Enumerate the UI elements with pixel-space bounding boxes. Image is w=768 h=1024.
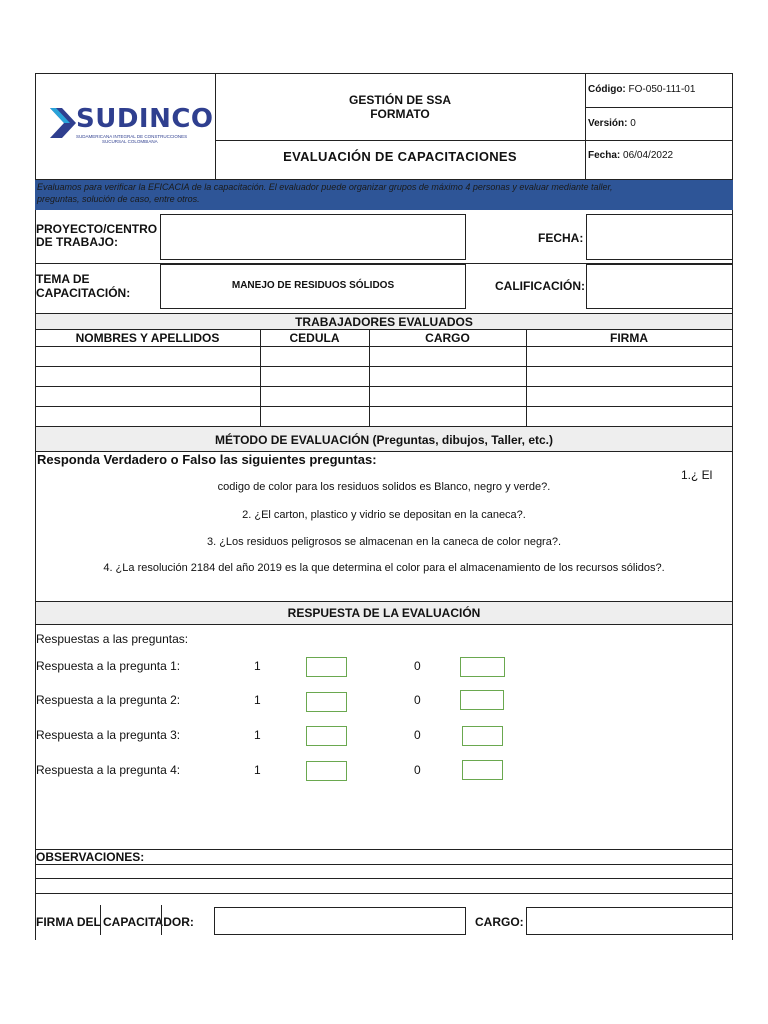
header-title-line1: GESTIÓN DE SSA — [348, 93, 452, 107]
method-instruction: Responda Verdadero o Falso las siguientes preguntas: — [37, 452, 377, 467]
answers-title: RESPUESTA DE LA EVALUACIÓN — [287, 606, 481, 620]
answer-3-zero: 0 — [414, 728, 421, 742]
workers-title: TRABAJADORES EVALUADOS — [295, 315, 473, 329]
logo-wordmark: SUDINCO — [76, 104, 214, 134]
question-2: 2. ¿El carton, plastico y vidrio se depositan en la caneca?. — [242, 509, 526, 521]
fecha-form-label: FECHA: — [538, 231, 584, 245]
answer-2-zero: 0 — [414, 693, 421, 707]
tema-label — [36, 272, 130, 300]
col-firma: FIRMA — [610, 331, 648, 345]
firma-label-1: FIRMA DEL — [36, 915, 101, 929]
fecha-field — [588, 150, 673, 161]
observaciones-line — [35, 893, 733, 894]
answer-3-true-box[interactable] — [306, 726, 347, 746]
firma-input[interactable] — [214, 907, 466, 935]
instructions-banner — [35, 180, 733, 210]
question-1-number: 1.¿ El — [681, 468, 713, 482]
workers-row-line — [35, 386, 733, 387]
header-divider-right — [585, 73, 586, 180]
calificacion-label: CALIFICACIÓN: — [495, 279, 585, 293]
observaciones-line — [35, 864, 733, 865]
firma-divider — [161, 905, 162, 935]
fecha-input[interactable] — [586, 214, 733, 260]
answer-1-zero: 0 — [414, 659, 421, 673]
tema-label-line1: TEMA DE — [36, 272, 90, 286]
proyecto-label-line2: DE TRABAJO: — [36, 235, 119, 249]
logo-subtitle-1: SUDAMERICANA INTEGRAL DE CONSTRUCCIONES — [76, 134, 188, 139]
answer-4-zero: 0 — [414, 763, 421, 777]
observaciones-label: OBSERVACIONES: — [36, 850, 145, 864]
col-cedula: CEDULA — [289, 331, 340, 345]
workers-row-line — [35, 406, 733, 407]
codigo-label: Código: — [588, 84, 626, 95]
proyecto-label-line1: PROYECTO/CENTRO — [36, 222, 158, 236]
tema-value: MANEJO DE RESIDUOS SÓLIDOS — [231, 280, 395, 291]
answer-1-false-box[interactable] — [460, 657, 505, 677]
answer-4-false-box[interactable] — [462, 760, 503, 780]
version-field — [588, 118, 636, 129]
question-3: 3. ¿Los residuos peligrosos se almacenan en la caneca de color negra?. — [206, 536, 562, 548]
codigo-field — [588, 84, 695, 95]
answers-intro: Respuestas a las preguntas: — [36, 632, 189, 646]
banner-line-1: Evaluamos para verificar la EFICACIA de la capacitación. El evaluador puede organizar grupos de máximo 4 personas y evaluar mediante taller, — [37, 182, 613, 192]
answer-2-false-box[interactable] — [460, 690, 504, 710]
answer-2-true-box[interactable] — [306, 692, 347, 712]
answer-4-true-box[interactable] — [306, 761, 347, 781]
firma-divider — [100, 905, 101, 935]
proyecto-label — [36, 223, 157, 249]
workers-row-line — [35, 346, 733, 347]
version-value: 0 — [630, 118, 636, 129]
banner-line-2: preguntas, solución de caso, entre otros. — [37, 194, 200, 204]
proyecto-input[interactable] — [160, 214, 466, 260]
cargo-input[interactable] — [526, 907, 733, 935]
answer-3-one: 1 — [254, 728, 261, 742]
answer-4-label: Respuesta a la pregunta 4: — [36, 763, 181, 777]
answers-title-line — [35, 624, 733, 625]
answer-2-label: Respuesta a la pregunta 2: — [36, 693, 181, 707]
col-cargo: CARGO — [425, 331, 470, 345]
workers-col-line — [260, 329, 261, 426]
col-nombres: NOMBRES Y APELLIDOS — [75, 331, 220, 345]
version-label: Versión: — [588, 118, 628, 129]
logo-subtitle-2: SUCURSAL COLOMBIANA — [102, 139, 158, 144]
header-subtitle: EVALUACIÓN DE CAPACITACIONES — [283, 149, 517, 164]
answer-1-label: Respuesta a la pregunta 1: — [36, 659, 181, 673]
company-logo — [44, 104, 214, 146]
workers-col-line — [526, 329, 527, 426]
logo-arrow-icon — [48, 106, 78, 140]
observaciones-line — [35, 878, 733, 879]
firma-label-2: CAPACITADOR: — [103, 915, 194, 929]
method-title: MÉTODO DE EVALUACIÓN (Preguntas, dibujos, Taller, etc.) — [214, 433, 554, 447]
header-divider-mid — [215, 140, 733, 141]
header-divider-code — [585, 107, 733, 108]
codigo-value: FO-050-111-01 — [628, 84, 696, 95]
calificacion-input[interactable] — [586, 264, 733, 309]
fecha-value: 06/04/2022 — [623, 150, 674, 161]
answer-3-label: Respuesta a la pregunta 3: — [36, 728, 181, 742]
cargo-footer-label: CARGO: — [475, 915, 524, 929]
answer-2-one: 1 — [254, 693, 261, 707]
tema-label-line2: CAPACITACIÓN: — [36, 286, 131, 300]
question-1: codigo de color para los residuos solidos es Blanco, negro y verde?. — [217, 481, 551, 493]
workers-row-line — [35, 366, 733, 367]
answer-4-one: 1 — [254, 763, 261, 777]
workers-top-line — [35, 313, 733, 314]
question-4: 4. ¿La resolución 2184 del año 2019 es la que determina el color para el almacenamiento de los recursos sólidos?. — [103, 562, 665, 574]
answer-3-false-box[interactable] — [462, 726, 503, 746]
header-title-line2: FORMATO — [370, 107, 430, 121]
workers-col-line — [369, 329, 370, 426]
answer-1-one: 1 — [254, 659, 261, 673]
tema-input[interactable] — [160, 264, 466, 309]
fecha-label: Fecha: — [588, 150, 621, 161]
answer-1-true-box[interactable] — [306, 657, 347, 677]
workers-header-line — [35, 329, 733, 330]
